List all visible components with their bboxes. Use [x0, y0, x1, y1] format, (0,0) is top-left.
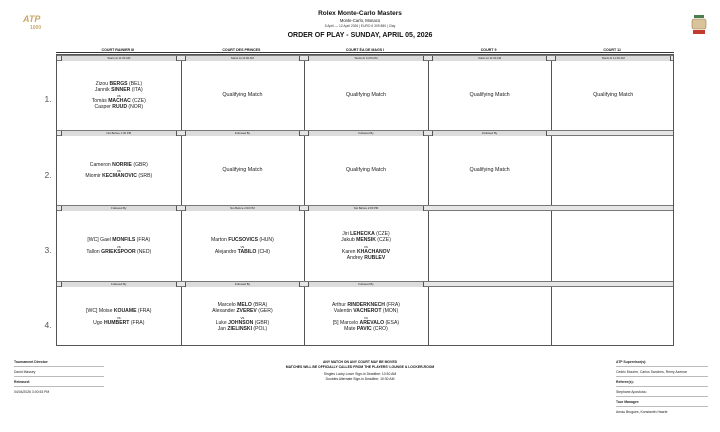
player-last-name: MELO	[237, 302, 252, 309]
player-first-name: Luke	[215, 319, 229, 326]
match-time-tag: Followed By	[185, 131, 301, 136]
tournament-location: Monte-Carlo, Monaco	[339, 18, 381, 23]
player-last-name: MACHAC	[108, 98, 131, 104]
player-last-name: LEHECKA	[350, 231, 375, 238]
supervisor-label: ATP Supervisor(s):	[616, 360, 708, 367]
order-of-play-title: ORDER OF PLAY - SUNDAY, APRIL 05, 2026	[287, 31, 433, 39]
monte-carlo-crest-logo	[690, 14, 708, 36]
player-name	[215, 249, 270, 255]
player-first-name: Jiri	[342, 231, 351, 238]
player-first-name: [WC] Gael	[87, 237, 113, 244]
player-name	[86, 249, 151, 255]
player-last-name: FUCSOVICS	[228, 237, 258, 244]
tournament-director-name: David Massey	[14, 370, 104, 377]
match-time-tag: Starts At 11:00 AM	[308, 56, 424, 61]
player-name	[93, 320, 144, 326]
player-name	[85, 173, 152, 179]
player-country: (FRA)	[129, 319, 145, 326]
match-time-tag: Starts At 11:00 AM	[432, 56, 548, 61]
match-time-tag: Starts At 11:00 AM	[61, 56, 177, 61]
match-cell	[57, 211, 181, 281]
player-country: (CZE)	[130, 98, 146, 104]
versus-label: vs	[240, 243, 245, 249]
court-heading: COURT RAINIER III	[101, 48, 135, 52]
tournament-header	[200, 10, 520, 41]
player-country: (FRA)	[135, 237, 151, 244]
player-last-name: AREVALO	[359, 319, 385, 326]
deadline-line-1: Singles Lucky Loser Sign-in Deadline: 10:30 AM	[323, 372, 397, 376]
tournament-dates: 5 April — 12 April 2026 | EURO 6 309 880 | Clay	[324, 23, 396, 28]
released-label: Released:	[14, 380, 104, 387]
player-first-name: Jakub	[341, 237, 357, 244]
match-cell	[551, 211, 675, 281]
player-first-name: Cameron	[89, 161, 113, 168]
player-last-name: RINDERKNECH	[347, 302, 385, 309]
player-country: (CZE)	[375, 237, 391, 244]
match-cell	[57, 287, 181, 347]
court-headings	[56, 47, 674, 53]
player-country: (NED)	[135, 248, 152, 255]
match-time-tag: Followed By	[432, 131, 548, 136]
player-country: (CZE)	[374, 231, 390, 238]
match-cell	[428, 211, 552, 281]
qualifying-match-label: Qualifying Match	[469, 92, 510, 99]
player-name	[218, 326, 267, 332]
player-last-name: SINNER	[111, 86, 131, 93]
versus-label: vs	[364, 243, 368, 249]
player-last-name: GRIEKSPOOR	[101, 248, 136, 255]
svg-text:1000: 1000	[30, 25, 42, 31]
player-country: (BRA)	[251, 302, 268, 309]
match-cell	[304, 287, 428, 347]
qualifying-match-label: Qualifying Match	[345, 167, 387, 174]
player-last-name: BERGS	[109, 80, 128, 87]
match-cell	[551, 136, 675, 205]
player-first-name: Casper	[94, 104, 113, 111]
player-last-name: KHACHANOV	[356, 248, 391, 255]
match-time-tag: Followed By	[185, 282, 301, 287]
player-last-name: MONFILS	[112, 237, 136, 244]
player-first-name: Ugo	[93, 319, 104, 326]
player-last-name: VACHEROT	[353, 308, 382, 315]
tour-manager-label: Tour Manager:	[616, 400, 708, 407]
match-cell	[428, 136, 552, 205]
deadline-line-2: Doubles Alternate Sign-in Deadline: 10:30 AM	[325, 376, 395, 381]
player-country: (GBR)	[131, 161, 148, 168]
player-country: (FRA)	[384, 302, 400, 309]
row-number: 1.	[44, 94, 52, 104]
player-country: (ITA)	[130, 86, 143, 93]
player-name	[94, 104, 143, 110]
match-cell	[181, 61, 305, 130]
match-time-tag: Followed By	[61, 206, 177, 211]
player-first-name: Mate	[344, 325, 357, 332]
player-last-name: RUUD	[112, 104, 127, 111]
player-first-name: Zizou	[95, 80, 110, 87]
footer-right	[616, 360, 708, 415]
match-cell	[57, 61, 181, 130]
player-first-name: Andrey	[346, 254, 365, 261]
player-country: (CRO)	[371, 325, 388, 332]
court-heading: COURT 9	[480, 48, 497, 52]
qualifying-match-label: Qualifying Match	[469, 167, 510, 174]
player-last-name: ZIELINSKI	[227, 325, 253, 332]
player-country: (GER)	[256, 308, 273, 315]
player-last-name: NORRIE	[112, 161, 132, 168]
match-time-tag: Not Before 2:00 PM	[308, 206, 424, 211]
player-last-name: ZVEREV	[236, 308, 257, 315]
player-first-name: Alejandro	[214, 248, 238, 255]
player-last-name: MENSIK	[356, 237, 376, 244]
referee-label: Referee(s):	[616, 380, 708, 387]
player-country: (CHI)	[256, 248, 270, 255]
supervisor-names: Cedric Mourier, Carlos Sanches, Remy Azemar	[616, 370, 708, 377]
tournament-director-label: Tournament Director:	[14, 360, 104, 367]
player-country: (MON)	[381, 308, 399, 315]
player-first-name: [5] Marcelo	[332, 319, 360, 326]
notice-line-1: ANY MATCH ON ANY COURT MAY BE MOVED	[322, 360, 398, 364]
player-country: (HUN)	[257, 237, 274, 244]
player-first-name: Miomir	[85, 173, 103, 179]
qualifying-match-label: Qualifying Match	[222, 92, 263, 99]
player-last-name: PAVIC	[356, 325, 372, 332]
versus-label: vs	[116, 168, 121, 173]
match-cell	[304, 211, 428, 281]
footer-left	[14, 360, 104, 395]
player-name	[344, 326, 388, 332]
match-time-tag: Starts At 11:00 AM	[185, 56, 301, 61]
tournament-title: Rolex Monte-Carlo Masters	[318, 10, 402, 17]
schedule-grid	[56, 54, 674, 346]
versus-label: vs	[240, 314, 245, 320]
match-cell	[304, 61, 428, 130]
match-time-tag: Starts At 11:00 AM	[555, 56, 671, 61]
match-cell	[551, 287, 675, 347]
versus-label: vs	[116, 93, 121, 98]
player-first-name: Arthur	[332, 302, 348, 309]
court-heading: COURT DES PRINCES	[222, 48, 261, 52]
player-first-name: Valentin	[333, 308, 354, 315]
player-first-name: Tomás	[91, 98, 109, 104]
qualifying-match-label: Qualifying Match	[345, 92, 387, 99]
player-first-name: Jan	[217, 325, 228, 332]
qualifying-match-label: Qualifying Match	[593, 92, 634, 99]
footer-notice	[220, 360, 500, 381]
match-time-tag: Followed By	[308, 282, 424, 287]
match-time-tag: Not Before 2:00 PM	[185, 206, 301, 211]
tour-manager-names: Arnau Brugues, Konstantin Haarle	[616, 410, 668, 414]
versus-label: vs	[116, 243, 121, 249]
player-last-name: TABILO	[237, 248, 257, 255]
released-timestamp: 04/04/2026 3:00:53 PM	[14, 390, 50, 394]
notice-line-2: MATCHES WILL BE OFFICIALLY CALLED FROM THE PLAYERS' LOUNGE & LOCKER-ROOM	[285, 365, 435, 369]
player-country: (GBR)	[253, 319, 270, 326]
row-number: 2.	[44, 170, 52, 180]
player-country: (ESA)	[384, 319, 400, 326]
player-last-name: JOHNSON	[228, 319, 254, 326]
player-first-name: Tallon	[86, 248, 102, 255]
match-time-tag: Followed By	[61, 282, 177, 287]
player-last-name: RUBLEV	[364, 254, 386, 261]
match-cell	[181, 211, 305, 281]
match-cell	[181, 287, 305, 347]
match-cell	[181, 136, 305, 205]
match-cell	[304, 136, 428, 205]
player-first-name: [WC] Moise	[86, 308, 114, 315]
player-last-name: KOUAME	[113, 308, 137, 315]
player-country: (POL)	[252, 325, 268, 332]
match-time-tag: Not Before 1:30 PM	[61, 131, 177, 136]
player-country: (BEL)	[127, 80, 143, 87]
player-first-name: Jannik	[94, 86, 112, 93]
player-last-name: KECMANOVIC	[102, 173, 137, 179]
match-cell	[428, 61, 552, 130]
player-first-name: Marcelo	[217, 302, 238, 309]
court-heading: COURT ÉA DE MAGS I	[345, 48, 385, 52]
player-country: (NOR)	[127, 104, 144, 111]
atp-1000-logo	[22, 12, 48, 32]
versus-label: vs	[116, 314, 121, 320]
player-first-name: Marton	[210, 237, 229, 244]
match-cell	[428, 287, 552, 347]
player-first-name: Alexander	[212, 308, 237, 315]
player-country: (SRB)	[136, 173, 153, 179]
versus-label: vs	[364, 314, 368, 320]
player-last-name: HUMBERT	[103, 319, 130, 326]
player-country: (FRA)	[136, 308, 152, 315]
match-cell	[57, 136, 181, 205]
svg-text:ATP: ATP	[23, 14, 41, 24]
qualifying-match-label: Qualifying Match	[222, 167, 263, 174]
referee-name: Stephane Apostolou	[616, 390, 708, 397]
row-number: 4.	[44, 320, 52, 330]
player-first-name: Karen	[341, 248, 357, 255]
row-number: 3.	[44, 245, 52, 255]
player-name	[347, 255, 386, 261]
match-cell	[551, 61, 675, 130]
court-heading: COURT 11	[603, 48, 621, 52]
match-time-tag: Followed By	[308, 131, 424, 136]
